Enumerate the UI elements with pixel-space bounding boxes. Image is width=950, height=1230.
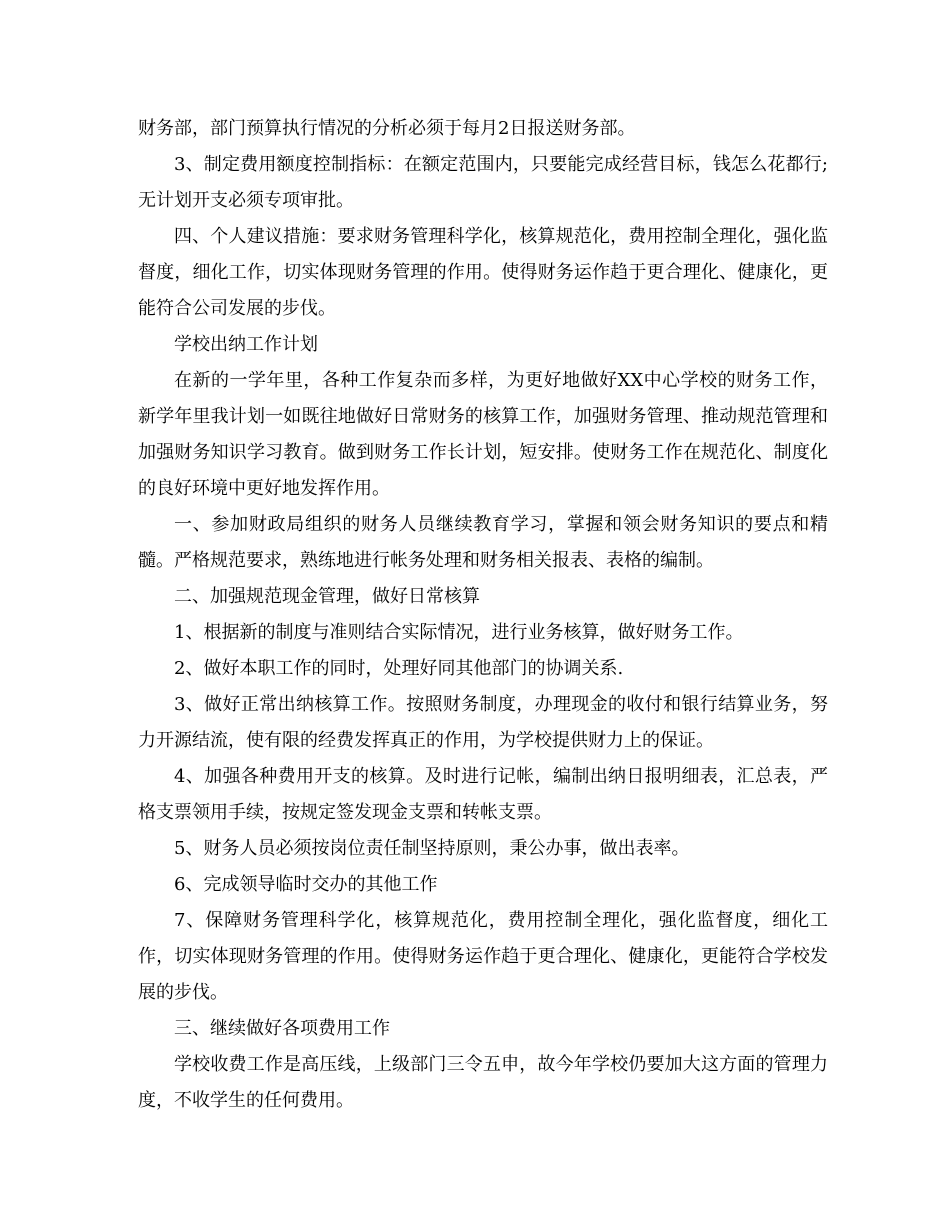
- list-item: 6、完成领导临时交办的其他工作: [174, 874, 438, 895]
- paragraph: 学校收费工作是高压线，上级部门三令五申，故今年学校仍要加大这方面的管理力度，不收学生的任何费用。: [138, 1054, 828, 1111]
- document-body: [138, 111, 828, 1119]
- section-heading: 学校出纳工作计划: [174, 334, 318, 355]
- paragraph: 四、个人建议措施：要求财务管理科学化，核算规范化，费用控制全理化，强化监督度，细化工作，切实体现财务管理的作用。使得财务运作趋于更合理化、健康化，更能符合公司发展的步伐。: [138, 226, 828, 319]
- paragraph: 一、参加财政局组织的财务人员继续教育学习，掌握和领会财务知识的要点和精髓。严格规范要求，熟练地进行帐务处理和财务相关报表、表格的编制。: [138, 514, 828, 571]
- section-heading: 二、加强规范现金管理，做好日常核算: [174, 586, 480, 607]
- section-heading: 三、继续做好各项费用工作: [174, 1018, 390, 1039]
- paragraph: 在新的一学年里，各种工作复杂而多样，为更好地做好XX中心学校的财务工作，新学年里我计划一如既往地做好日常财务的核算工作，加强财务管理、推动规范管理和加强财务知识学习教育。做到财务工作长计划，短安排。使财务工作在规范化、制度化的良好环境中更好地发挥作用。: [138, 370, 828, 499]
- paragraph: 3、制定费用额度控制指标：在额定范围内，只要能完成经营目标，钱怎么花都行;无计划开支必须专项审批。: [138, 154, 828, 211]
- list-item: 5、财务人员必须按岗位责任制坚持原则，秉公办事，做出表率。: [174, 838, 690, 859]
- list-item: 7、保障财务管理科学化，核算规范化，费用控制全理化，强化监督度，细化工作，切实体现财务管理的作用。使得财务运作趋于更合理化、健康化，更能符合学校发展的步伐。: [138, 910, 828, 1003]
- list-item: 2、做好本职工作的同时，处理好同其他部门的协调关系.: [174, 658, 624, 679]
- paragraph-continued: 财务部，部门预算执行情况的分析必须于每月2日报送财务部。: [138, 118, 636, 139]
- list-item: 1、根据新的制度与准则结合实际情况，进行业务核算，做好财务工作。: [174, 622, 744, 643]
- list-item: 4、加强各种费用开支的核算。及时进行记帐，编制出纳日报明细表，汇总表，严格支票领用手续，按规定签发现金支票和转帐支票。: [138, 766, 828, 823]
- list-item: 3、做好正常出纳核算工作。按照财务制度，办理现金的收付和银行结算业务，努力开源结流，使有限的经费发挥真正的作用，为学校提供财力上的保证。: [138, 694, 828, 751]
